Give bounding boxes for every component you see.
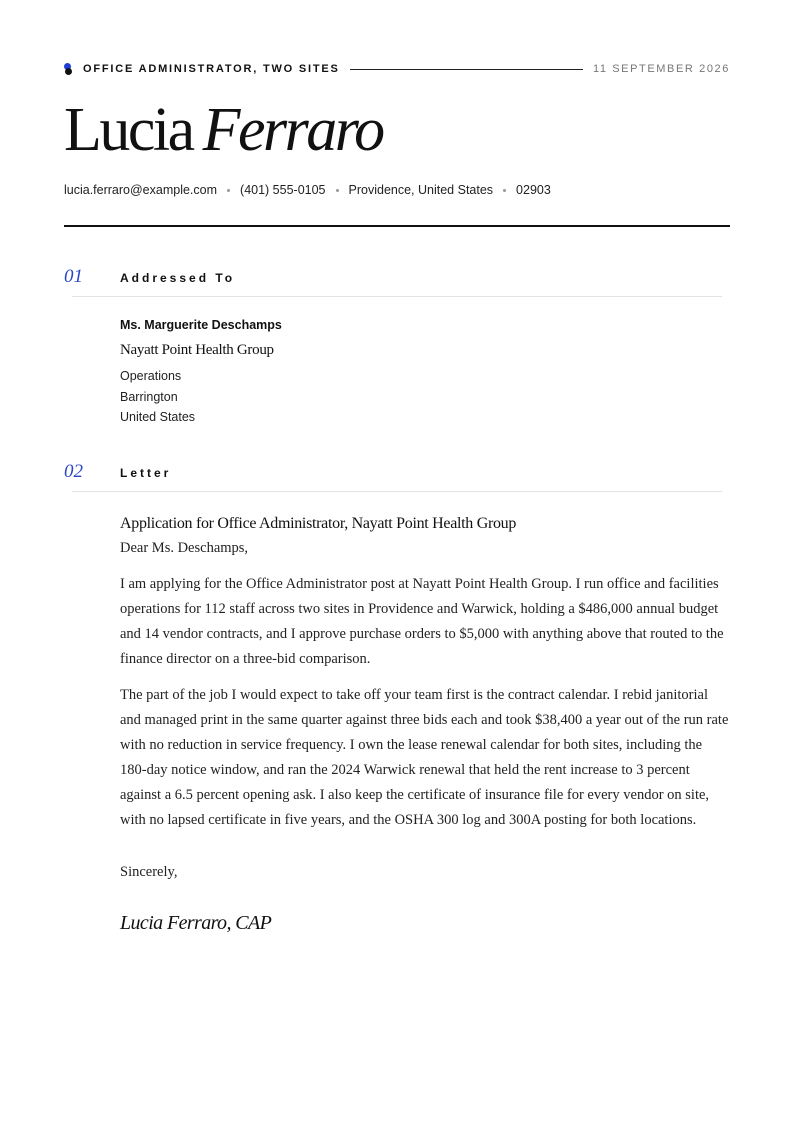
section-title: Letter xyxy=(120,466,172,480)
recipient-address xyxy=(120,316,282,428)
section-number: 01 xyxy=(64,266,83,287)
cover-letter-page xyxy=(64,0,730,1123)
address-line: Operations xyxy=(120,369,182,383)
contact-postal: 02903 xyxy=(516,183,551,197)
recipient-organization: Nayatt Point Health Group xyxy=(120,342,274,358)
role-title: OFFICE ADMINISTRATOR, TWO SITES xyxy=(83,63,340,75)
header-topline xyxy=(64,60,730,78)
address-line: Barrington xyxy=(120,389,178,404)
contact-location: Providence, United States xyxy=(348,183,494,197)
section-number: 02 xyxy=(64,461,83,482)
contact-phone[interactable]: (401) 555-0105 xyxy=(240,183,326,197)
header-divider xyxy=(64,225,730,227)
separator-dot xyxy=(336,189,339,192)
brand-dots-icon xyxy=(64,62,74,76)
separator-dot xyxy=(503,189,506,192)
separator-dot xyxy=(227,189,230,192)
section-letter xyxy=(64,461,722,493)
first-name: Lucia xyxy=(64,96,193,164)
letter-subject: Application for Office Administrator, Nayatt Point Health Group xyxy=(120,515,517,532)
topline-divider xyxy=(350,69,583,70)
contact-line xyxy=(64,183,551,197)
section-divider xyxy=(72,296,722,297)
recipient-name: Ms. Marguerite Deschamps xyxy=(120,318,282,332)
contact-email[interactable]: lucia.ferraro@example.com xyxy=(64,183,218,197)
address-line: United States xyxy=(120,410,196,424)
letter-paragraph: The part of the job I would expect to take off your team first is the contract calendar. I rebid janitorial and managed print in the same quarter against three bids each and took $38,400 a year out of the run rate with no reduction in service frequency. I own the lease renewal calendar for both sites, including the 180-day notice window, and ran the 2024 Warwick renewal that held the rent increase to 3 percent against a 6.5 percent opening ask. I also keep the certificate of insurance file for every vendor on site, with no lapsed certificate in five years, and the OSHA 300 log and 300A posting for both locations. xyxy=(120,687,729,828)
letter-date: 11 SEPTEMBER 2026 xyxy=(592,63,730,75)
letter-closing: Sincerely, xyxy=(120,864,178,880)
section-divider xyxy=(72,491,722,492)
section-addressed-to xyxy=(64,266,722,298)
applicant-name xyxy=(64,92,383,168)
letter-paragraph: I am applying for the Office Administrator post at Nayatt Point Health Group. I run office and facilities operations for 112 staff across two sites in Providence and Warwick, holding a $486,000 annual budget and 14 vendor contracts, and I approve purchase orders to $5,000 with anything above that routed to the finance director on a three-bid comparison. xyxy=(120,576,724,667)
section-title: Addressed To xyxy=(120,271,236,285)
letter-body xyxy=(120,512,732,935)
signature: Lucia Ferraro, CAP xyxy=(120,912,272,934)
last-name: Ferraro xyxy=(202,96,383,164)
letter-salutation: Dear Ms. Deschamps, xyxy=(120,540,249,556)
